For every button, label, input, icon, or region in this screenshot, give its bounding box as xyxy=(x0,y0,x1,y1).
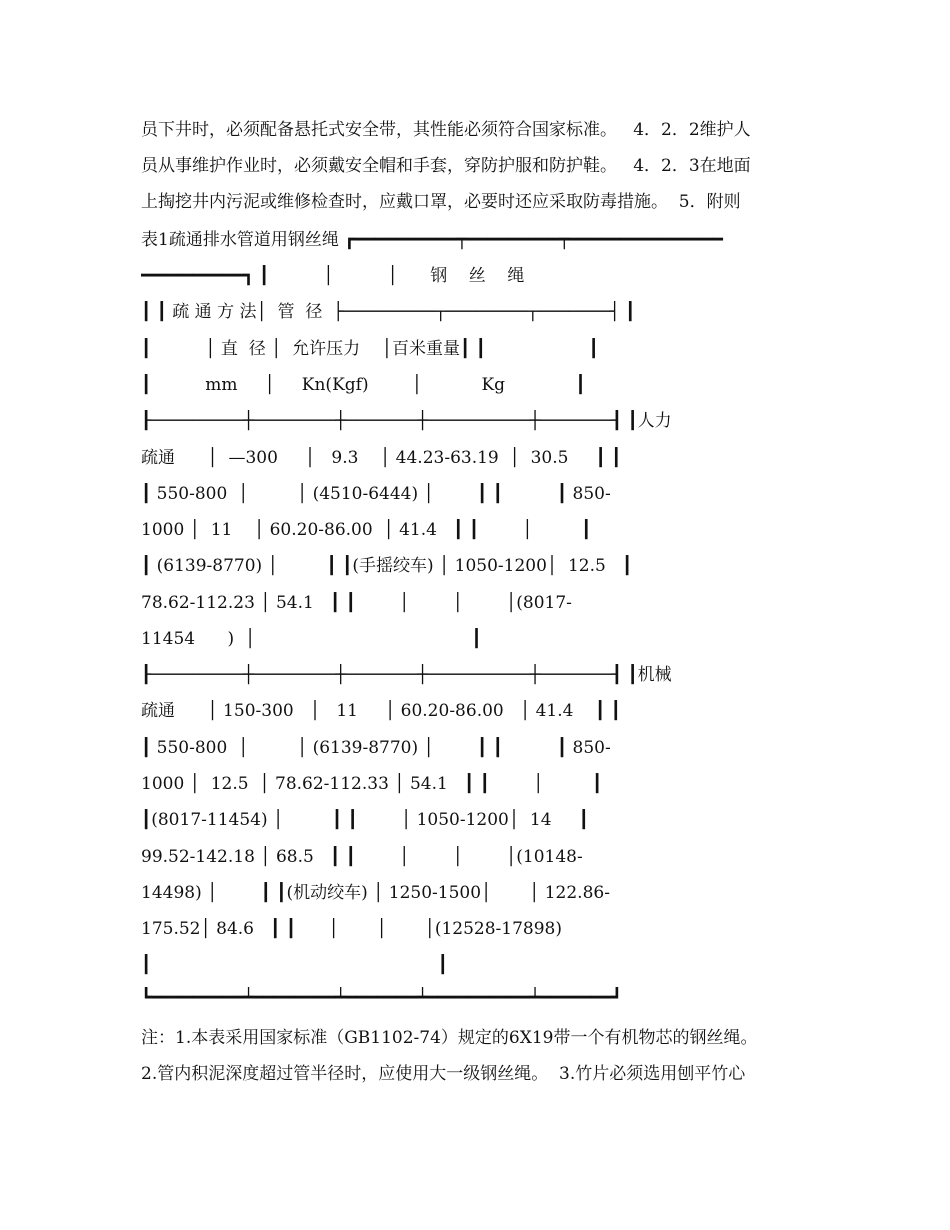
table-note-line: 注：1.本表采用国家标准（GB1102-74）规定的6X19带一个有机物芯的钢丝绳。 xyxy=(141,1028,758,1048)
table-line: ┃ ┃ 疏 通 方 法│ 管 径 ├─────────┬────────┬───────┤ ┃ xyxy=(141,302,636,322)
table-note-line: 2.管内积泥深度超过管半径时，应使用大一级钢丝绳。 3.竹片必须选用刨平竹心 xyxy=(141,1064,746,1084)
table-line: ━━━━━━━━━━┓ ┃ │ │ 钢 丝 绳 xyxy=(141,266,525,286)
table-line: ┃ │ 直 径 │ 允许压力 │百米重量┃ ┃ ┃ xyxy=(141,339,599,359)
table-line: ┃(8017-11454) │ ┃ ┃ │ 1050-1200│ 14 ┃ xyxy=(141,810,589,830)
table-line: 14498) │ ┃ ┃(机动绞车) │ 1250-1500│ │ 122.86- xyxy=(141,883,610,903)
table-line: 疏通 │ 150-300 │ 11 │ 60.20-86.00 │ 41.4 ┃ ┃ xyxy=(141,701,621,721)
table-line: 11454 ) │ ┃ xyxy=(141,629,482,649)
table-line: 78.62-112.23 │ 54.1 ┃ ┃ │ │ │(8017- xyxy=(141,593,572,613)
table-line: 1000 │ 12.5 │ 78.62-112.33 │ 54.1 ┃ ┃ │ ┃ xyxy=(141,774,603,794)
table-line: 175.52│ 84.6 ┃ ┃ │ │ │(12528-17898) xyxy=(141,919,563,939)
table-line: ┠─────────┼────────┼───────┼──────────┼───────┨ ┃机械 xyxy=(141,665,672,685)
table-line: 1000 │ 11 │ 60.20-86.00 │ 41.4 ┃ ┃ │ ┃ xyxy=(141,520,592,540)
table-caption-line: 表1疏通排水管道用钢丝绳 ┏━━━━━━━━━━┯━━━━━━━━━┯━━━━━━━━━━━━━━━ xyxy=(141,230,723,250)
table-line: 疏通 │ —300 │ 9.3 │ 44.23-63.19 │ 30.5 ┃ ┃ xyxy=(141,448,622,468)
table-line: ┠─────────┼────────┼───────┼──────────┼───────┨ ┃人力 xyxy=(141,411,672,431)
text-line: 上掏挖井内污泥或维修检查时，应戴口罩，必要时还应采取防毒措施。 5．附则 xyxy=(141,192,741,212)
table-line: ┃ 550-800 │ │ (6139-8770) │ ┃ ┃ ┃ 850- xyxy=(141,738,611,758)
text-line: 员从事维护作业时，必须戴安全帽和手套，穿防护服和防护鞋。 4．2．3在地面 xyxy=(141,156,751,176)
table-line: ┃ mm │ Kn(Kgf) │ Kg ┃ xyxy=(141,375,586,395)
table-line: ┃ 550-800 │ │ (4510-6444) │ ┃ ┃ ┃ 850- xyxy=(141,484,611,504)
table-line: 99.52-142.18 │ 68.5 ┃ ┃ │ │ │(10148- xyxy=(141,847,583,867)
text-line: 员下井时，必须配备悬托式安全带，其性能必须符合国家标准。 4．2．2维护人 xyxy=(141,120,751,140)
table-line: ┃ ┃ xyxy=(141,955,448,975)
table-bottom-border: ┗━━━━━━━━━┷━━━━━━━━┷━━━━━━━┷━━━━━━━━━━┷━━━━━━━┛ xyxy=(141,988,623,1008)
table-line: ┃ (6139-8770) │ ┃ ┃(手摇绞车) │ 1050-1200│ 12.5 ┃ xyxy=(141,556,633,576)
